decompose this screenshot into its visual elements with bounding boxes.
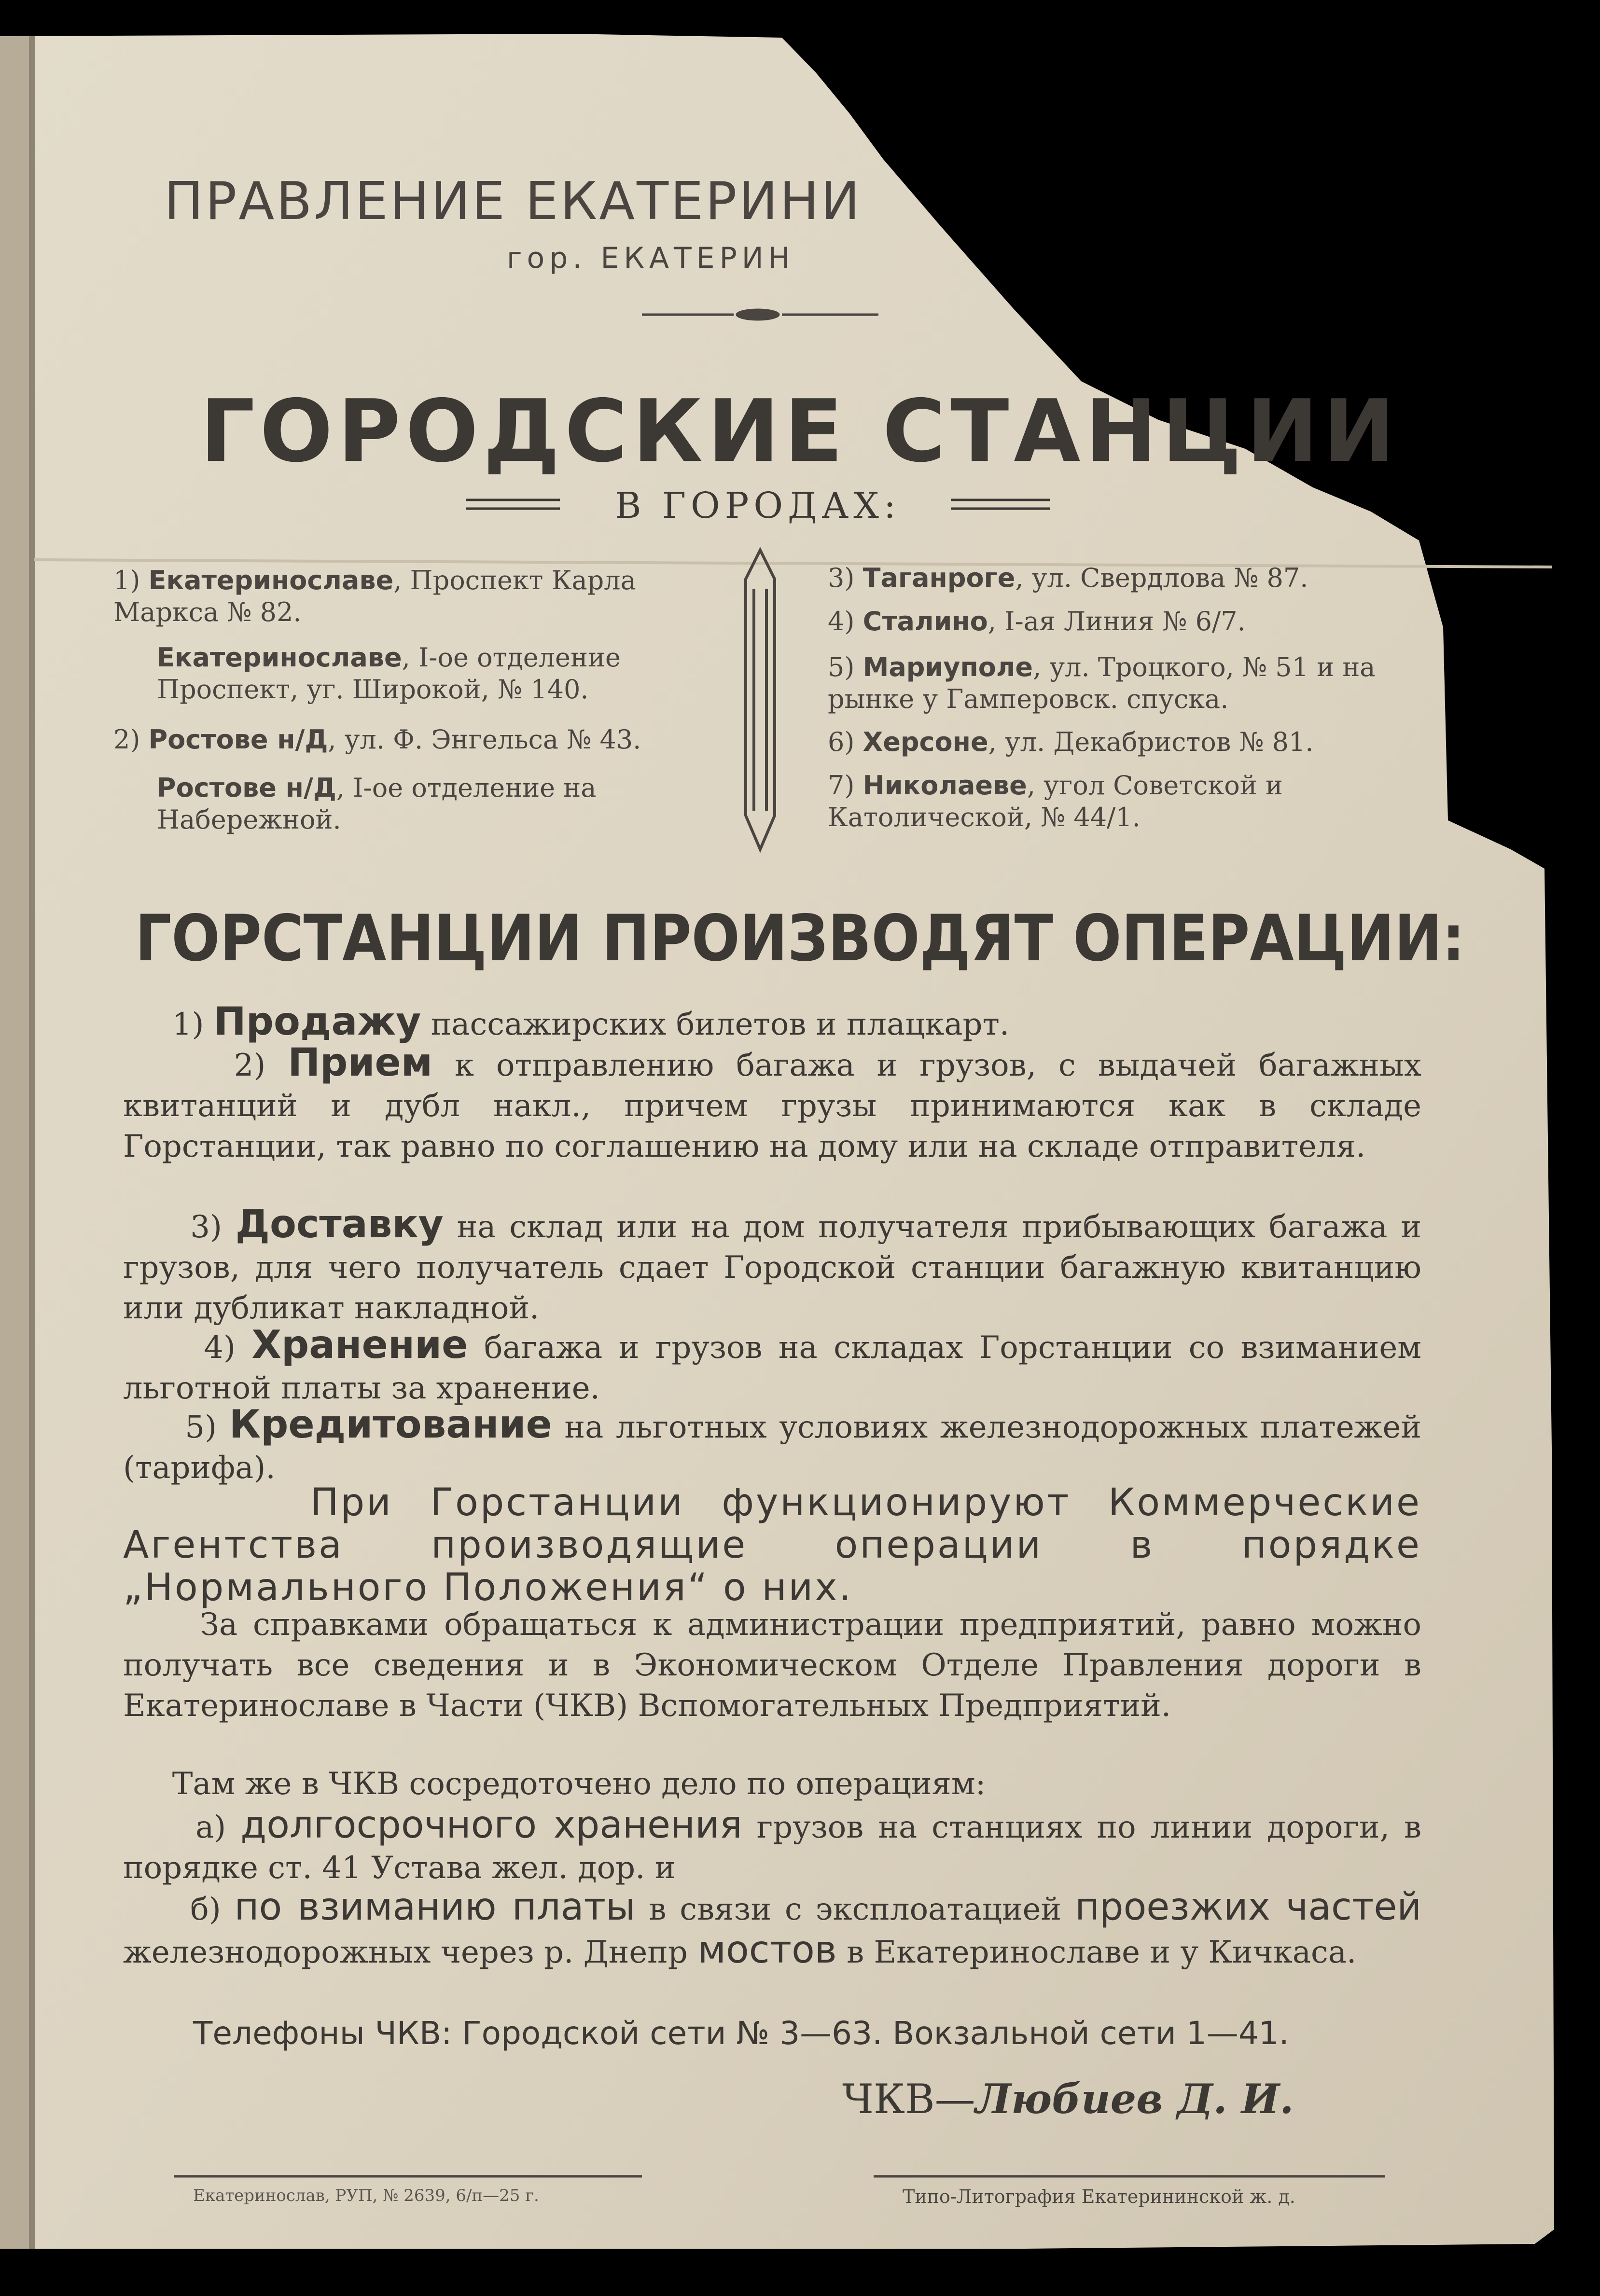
- signature-name: Любиев Д. И.: [975, 2075, 1294, 2123]
- operation-text: пассажирских билетов и плацкарт.: [421, 1007, 1010, 1042]
- chkv-intro-text: Там же в ЧКВ сосредоточено дело по операциям:: [172, 1766, 986, 1802]
- footer-right: Типо-Литография Екатерининской ж. д.: [903, 2186, 1295, 2207]
- agency-text: При Горстанции функционируют Коммерческие Агентства производящие операции в порядке „Нормального Положения“ о них.: [123, 1481, 1421, 1609]
- page-title: ГОРОДСКИЕ СТАНЦИИ: [200, 381, 1400, 481]
- header-line-1: ПРАВЛЕНИЕ ЕКАТЕРИНИ: [164, 171, 862, 232]
- operation-number: 1): [172, 1007, 204, 1042]
- chkv-a-text: грузов на станциях по линии дороги, в порядке ст. 41 Устава жел. дор. и: [123, 1810, 1422, 1886]
- chkv-a-prefix: а): [195, 1810, 226, 1845]
- station-number: 4): [828, 606, 855, 636]
- operation-item: [123, 1404, 1421, 1488]
- chkv-item-b: [123, 1887, 1421, 1973]
- operation-number: 3): [190, 1209, 222, 1245]
- chkv-b-text: железнодорожных через р. Днепр: [123, 1935, 698, 1970]
- operation-number: 5): [185, 1410, 217, 1445]
- station-address: , ул. Троцкого, № 51 и на рынке у Гамперовск. спуска.: [828, 652, 1376, 714]
- operation-item: [123, 1042, 1421, 1167]
- station-address: , Проспект Карла Маркса № 82.: [113, 565, 636, 627]
- station-item: [828, 770, 1421, 833]
- page-subtitle: В ГОРОДАХ:: [615, 485, 901, 526]
- chkv-a-key: долгосрочного хранения: [240, 1803, 742, 1847]
- station-number: 7): [828, 770, 855, 801]
- signature: [842, 2075, 1294, 2123]
- station-number: 2): [113, 724, 140, 755]
- station-address: , ул. Декабристов № 81.: [988, 727, 1314, 757]
- inquiry-paragraph: [123, 1604, 1421, 1726]
- agency-paragraph: [123, 1481, 1421, 1609]
- operation-text: на льготных условиях железнодорожных платежей (тарифа).: [123, 1410, 1422, 1486]
- station-city: Мариуполе: [863, 652, 1033, 682]
- operation-key: Кредитование: [229, 1402, 552, 1447]
- phones-line: Телефоны ЧКВ: Городской сети № 3—63. Вокзальной сети 1—41.: [193, 2015, 1289, 2052]
- chkv-item-a: [123, 1805, 1421, 1888]
- footer-left: Екатеринослав, РУП, № 2639, 6/п—25 г.: [193, 2186, 539, 2205]
- operation-text: к отправлению багажа и грузов, с выдачей багажных квитанций и дубл накл., причем грузы принимаются как в складе Горстанции, так равно по соглашению на дому или на складе отправителя.: [123, 1048, 1422, 1164]
- operation-key: Доставку: [235, 1202, 444, 1246]
- station-number: 3): [828, 563, 855, 593]
- station-city: Сталино: [863, 606, 988, 636]
- station-number: 1): [113, 565, 140, 595]
- chkv-b-text: в Екатеринославе и у Кичкаса.: [836, 1935, 1357, 1970]
- operation-number: 4): [204, 1330, 236, 1366]
- operation-key: Продажу: [213, 999, 421, 1044]
- station-item: [828, 606, 1421, 637]
- station-item: [828, 726, 1421, 758]
- station-item: [157, 642, 697, 705]
- operation-key: Прием: [288, 1040, 433, 1085]
- chkv-b-text: в связи с эксплоатацией: [635, 1892, 1075, 1927]
- station-city: Екатеринославе: [157, 642, 402, 673]
- signature-org: ЧКВ—: [842, 2075, 975, 2123]
- operation-item: [123, 1204, 1421, 1328]
- station-address: , I-ое отделение Проспект, уг. Широкой, № 140.: [157, 642, 621, 705]
- station-city: Таганроге: [863, 563, 1016, 593]
- station-address: , ул. Ф. Энгельса № 43.: [328, 724, 641, 755]
- operation-item: [123, 1001, 1421, 1045]
- station-city: Ростове н/Д: [148, 724, 328, 755]
- station-address: , ул. Свердлова № 87.: [1015, 563, 1308, 593]
- chkv-intro: [123, 1764, 1421, 1804]
- operation-number: 2): [234, 1048, 266, 1083]
- station-item: [113, 724, 697, 756]
- station-city: Херсоне: [863, 727, 988, 757]
- station-item: [828, 562, 1421, 594]
- station-city: Николаеве: [863, 770, 1027, 801]
- station-address: , угол Советской и Католической, № 44/1.: [828, 770, 1283, 832]
- header-line-2: гор. ЕКАТЕРИН: [507, 241, 795, 275]
- operation-text: на склад или на дом получателя прибывающих багажа и грузов, для чего получатель сдает Городской станции багажную квитанцию или дубликат накладной.: [123, 1209, 1422, 1326]
- station-city: Екатеринославе: [148, 565, 394, 595]
- inquiry-text: За справками обращаться к администрации предприятий, равно можно получать все сведения и в Экономическом Отделе Правления дороги в Екатеринославе в Части (ЧКВ) Вспомогательных Предприятий.: [123, 1607, 1422, 1724]
- station-item: [113, 565, 697, 628]
- chkv-b-key: проезжих частей: [1075, 1885, 1422, 1929]
- station-item: [828, 651, 1421, 715]
- chkv-b-prefix: б): [190, 1892, 221, 1927]
- station-number: 5): [828, 652, 855, 682]
- station-address: , I-ая Линия № 6/7.: [988, 606, 1246, 636]
- chkv-b-key: по взиманию платы: [234, 1885, 636, 1929]
- station-city: Ростове н/Д: [157, 773, 336, 803]
- station-item: [157, 772, 697, 836]
- operation-item: [123, 1322, 1422, 1409]
- operation-key: Хранение: [251, 1322, 468, 1367]
- chkv-b-key: мостов: [697, 1928, 837, 1972]
- operations-title: ГОРСТАНЦИИ ПРОИЗВОДЯТ ОПЕРАЦИИ:: [135, 900, 1465, 976]
- operation-text: багажа и грузов на складах Горстанции со взиманием льготной платы за хранение.: [123, 1330, 1422, 1406]
- station-address: , I-ое отделение на Набережной.: [157, 773, 597, 835]
- station-number: 6): [828, 727, 855, 757]
